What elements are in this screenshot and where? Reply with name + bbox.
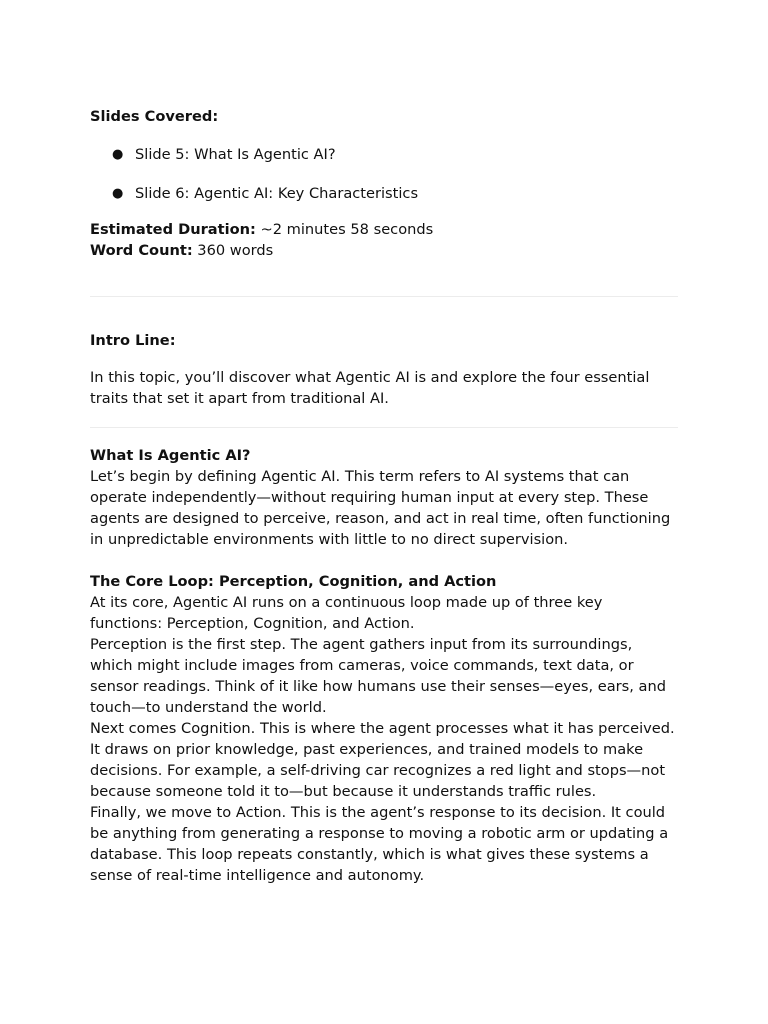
intro-heading: Intro Line: — [90, 332, 176, 349]
what-is-text: Let’s begin by defining Agentic AI. This term refers to AI systems that can operate independently—without requiring human input at every step. These agents are designed to perceive, reason, and act in real time, often functioning in unpredictable environments with little to no direct supervision. — [90, 468, 671, 548]
divider — [90, 427, 678, 428]
core-loop-section — [90, 571, 678, 886]
wordcount-value: 360 words — [192, 242, 274, 259]
list-item — [112, 144, 678, 165]
core-loop-paragraph: Next comes Cognition. This is where the agent processes what it has perceived. It draws on prior knowledge, past experiences, and trained models to make decisions. For example, a self-driving car recognizes a red light and stops—not because someone told it to—but because it understands traffic rules. — [90, 720, 675, 800]
core-loop-paragraph: At its core, Agentic AI runs on a continuous loop made up of three key functions: Perception, Cognition, and Action. — [90, 594, 603, 632]
slide-item-label: Slide 6: Agentic AI: Key Characteristics — [135, 185, 419, 202]
intro-text: In this topic, you’ll discover what Agentic AI is and explore the four essential traits that set it apart from traditional AI. — [90, 369, 650, 407]
core-loop-paragraph: Finally, we move to Action. This is the agent’s response to its decision. It could be anything from generating a response to moving a robotic arm or updating a database. This loop repeats constantly, which is what gives these systems a sense of real-time intelligence and autonomy. — [90, 804, 669, 884]
core-loop-paragraph: Perception is the first step. The agent gathers input from its surroundings, which might include images from cameras, voice commands, text data, or sensor readings. Think of it like how humans use their senses—eyes, ears, and touch—to understand the world. — [90, 636, 667, 716]
meta-block — [90, 219, 678, 261]
what-is-heading: What Is Agentic AI? — [90, 447, 251, 464]
duration-value: ~2 minutes 58 seconds — [255, 221, 434, 238]
word-count — [90, 240, 678, 261]
list-item — [112, 183, 678, 204]
bullet-icon: ● — [112, 147, 124, 162]
slides-covered-heading: Slides Covered: — [90, 108, 219, 125]
bullet-icon: ● — [112, 186, 124, 201]
divider — [90, 296, 678, 297]
estimated-duration — [90, 219, 678, 240]
wordcount-label: Word Count: — [90, 242, 193, 259]
slide-item-label: Slide 5: What Is Agentic AI? — [135, 146, 336, 163]
duration-label: Estimated Duration: — [90, 221, 256, 238]
core-loop-heading: The Core Loop: Perception, Cognition, and Action — [90, 573, 497, 590]
slides-list — [90, 144, 678, 204]
what-is-section — [90, 445, 678, 550]
